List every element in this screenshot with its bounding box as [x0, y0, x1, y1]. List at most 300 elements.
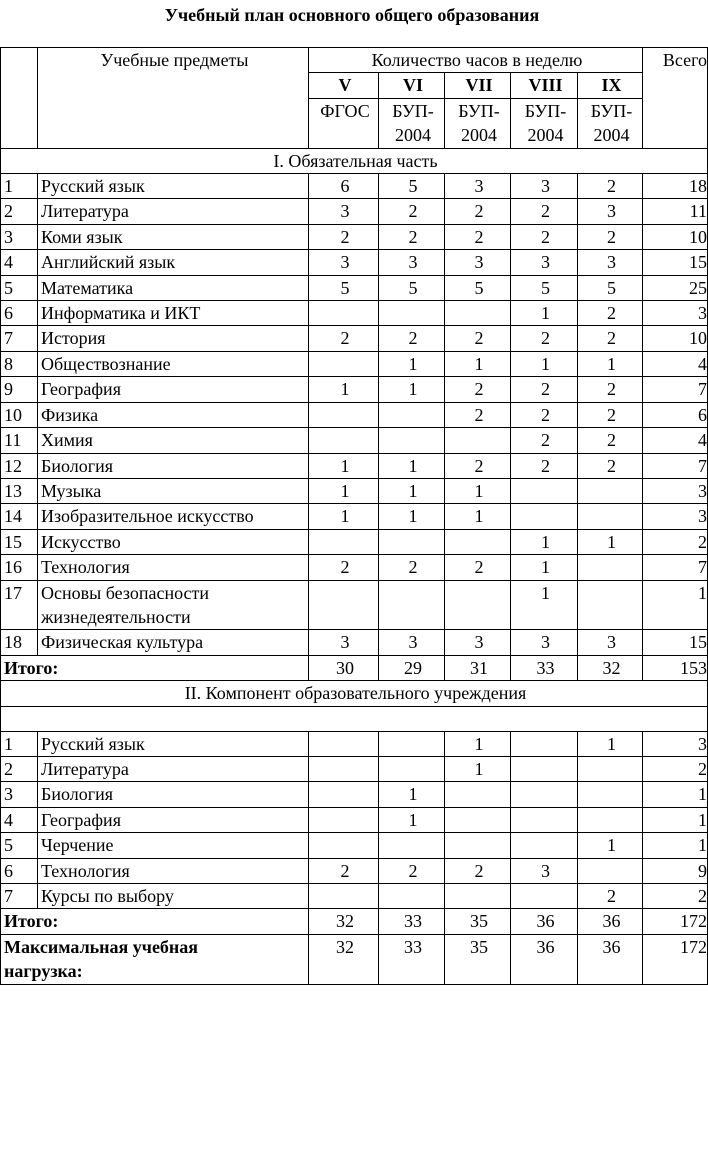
hours-cell	[379, 402, 445, 427]
hours-cell	[309, 833, 379, 858]
row-number: 11	[1, 428, 38, 453]
header-number-cell	[1, 48, 38, 149]
hours-cell: 2	[379, 199, 445, 224]
standard-header	[511, 98, 578, 148]
hours-cell: 33	[379, 909, 445, 934]
label-line: нагрузка:	[4, 961, 83, 982]
hours-cell: 1	[511, 351, 578, 376]
table-row	[1, 351, 708, 376]
hours-cell: 2	[578, 174, 643, 199]
total-cell: 1	[643, 833, 708, 858]
subject-name	[38, 782, 309, 807]
max-load-row	[1, 934, 708, 984]
hours-cell: 1	[379, 478, 445, 503]
total-cell: 10	[643, 326, 708, 351]
standard-header	[578, 98, 643, 148]
header-row	[1, 48, 708, 73]
hours-cell	[578, 580, 643, 630]
hours-cell: 2	[578, 428, 643, 453]
hours-cell	[379, 884, 445, 909]
total-cell: 1	[643, 580, 708, 630]
hours-cell: 2	[379, 326, 445, 351]
section-title	[1, 681, 708, 706]
hours-cell	[511, 807, 578, 832]
total-row	[1, 909, 708, 934]
hours-cell: 2	[511, 224, 578, 249]
subject-line: Русский язык	[41, 733, 145, 754]
subject-name	[38, 377, 309, 402]
row-number: 13	[1, 478, 38, 503]
hours-cell	[511, 756, 578, 781]
table-row	[1, 301, 708, 326]
hours-cell: 2	[578, 377, 643, 402]
hours-cell: 1	[511, 301, 578, 326]
hours-cell	[445, 884, 511, 909]
hours-cell: 2	[511, 326, 578, 351]
hours-cell	[379, 580, 445, 630]
total-cell: 3	[643, 478, 708, 503]
hours-cell: 1	[511, 529, 578, 554]
standard-line: 2004	[461, 125, 497, 146]
hours-cell: 1	[379, 351, 445, 376]
hours-cell: 3	[445, 630, 511, 655]
label-line: Максимальная учебная	[4, 936, 199, 957]
subject-name	[38, 478, 309, 503]
hours-cell: 2	[511, 453, 578, 478]
standard-line: 2004	[395, 125, 431, 146]
hours-cell: 3	[379, 250, 445, 275]
hours-cell	[578, 807, 643, 832]
section-title-cell: I. Обязательная часть	[1, 148, 708, 173]
section-spacer	[1, 706, 708, 731]
subject-line: География	[41, 379, 121, 400]
hours-cell: 3	[309, 630, 379, 655]
subject-name	[38, 884, 309, 909]
table-row	[1, 807, 708, 832]
row-number: 5	[1, 833, 38, 858]
hours-cell: 33	[511, 655, 578, 680]
hours-cell: 29	[379, 655, 445, 680]
hours-cell: 2	[578, 224, 643, 249]
subject-name	[38, 351, 309, 376]
total-cell: 9	[643, 858, 708, 883]
hours-cell: 1	[379, 807, 445, 832]
hours-cell: 2	[309, 326, 379, 351]
hours-cell: 31	[445, 655, 511, 680]
subject-line: Искусство	[41, 531, 121, 552]
total-cell: 3	[643, 504, 708, 529]
standard-header	[445, 98, 511, 148]
hours-cell	[445, 833, 511, 858]
table-row	[1, 478, 708, 503]
total-cell: 1	[643, 807, 708, 832]
subject-name	[38, 326, 309, 351]
hours-cell	[309, 884, 379, 909]
table-row	[1, 199, 708, 224]
total-cell: 4	[643, 428, 708, 453]
hours-cell: 30	[309, 655, 379, 680]
hours-cell: 2	[445, 858, 511, 883]
hours-cell: 6	[309, 174, 379, 199]
hours-cell: 3	[309, 250, 379, 275]
standard-line: 2004	[593, 125, 630, 146]
hours-cell: 35	[445, 909, 511, 934]
hours-cell: 2	[578, 453, 643, 478]
hours-cell: 1	[309, 504, 379, 529]
row-number: 7	[1, 326, 38, 351]
hours-cell	[578, 782, 643, 807]
hours-cell	[578, 858, 643, 883]
hours-cell: 3	[445, 250, 511, 275]
hours-cell: 2	[511, 428, 578, 453]
row-number: 12	[1, 453, 38, 478]
hours-cell: 2	[445, 199, 511, 224]
hours-cell: 3	[578, 199, 643, 224]
table-row	[1, 377, 708, 402]
subject-name	[38, 250, 309, 275]
table-row	[1, 453, 708, 478]
section-title	[1, 148, 708, 173]
hours-cell: 2	[578, 301, 643, 326]
row-number: 6	[1, 301, 38, 326]
standard-line: ФГОС	[320, 100, 370, 121]
table-row	[1, 580, 708, 630]
hours-cell: 3	[511, 858, 578, 883]
subject-name	[38, 504, 309, 529]
hours-cell: 33	[379, 934, 445, 984]
hours-cell: 2	[309, 224, 379, 249]
grade-header: VI	[379, 73, 445, 98]
hours-cell: 5	[379, 174, 445, 199]
hours-cell	[379, 529, 445, 554]
table-row	[1, 174, 708, 199]
hours-cell: 1	[379, 504, 445, 529]
subject-name	[38, 529, 309, 554]
hours-cell: 5	[511, 275, 578, 300]
subject-line: Физическая культура	[41, 632, 204, 653]
hours-cell	[445, 428, 511, 453]
total-cell: 10	[643, 224, 708, 249]
hours-cell: 2	[578, 884, 643, 909]
total-cell: 2	[643, 756, 708, 781]
max-load-row-label	[1, 934, 309, 984]
hours-cell	[578, 756, 643, 781]
hours-cell: 36	[578, 934, 643, 984]
subject-line: Литература	[41, 758, 129, 779]
hours-cell	[309, 402, 379, 427]
hours-cell: 1	[445, 756, 511, 781]
header-hours-per-week: Количество часов в неделю	[309, 48, 643, 73]
standard-line: БУП-	[392, 100, 434, 121]
hours-cell	[309, 351, 379, 376]
hours-cell: 3	[511, 174, 578, 199]
hours-cell	[309, 301, 379, 326]
hours-cell: 2	[379, 555, 445, 580]
total-cell: 4	[643, 351, 708, 376]
table-row	[1, 224, 708, 249]
subject-line: жизнедеятельности	[41, 606, 191, 627]
hours-cell: 2	[578, 402, 643, 427]
subject-name	[38, 555, 309, 580]
hours-cell: 2	[309, 858, 379, 883]
table-row	[1, 833, 708, 858]
row-number: 1	[1, 731, 38, 756]
hours-cell: 3	[511, 630, 578, 655]
subject-line: Химия	[41, 430, 93, 451]
subject-line: Музыка	[41, 480, 102, 501]
total-cell: 6	[643, 402, 708, 427]
row-number: 18	[1, 630, 38, 655]
hours-cell: 2	[578, 326, 643, 351]
table-row	[1, 630, 708, 655]
hours-cell: 32	[309, 934, 379, 984]
total-cell: 18	[643, 174, 708, 199]
row-number: 8	[1, 351, 38, 376]
row-number: 17	[1, 580, 38, 630]
subject-line: Информатика и ИКТ	[41, 303, 201, 324]
hours-cell: 35	[445, 934, 511, 984]
row-number: 6	[1, 858, 38, 883]
subject-name	[38, 275, 309, 300]
total-cell: 172	[643, 934, 708, 984]
table-row	[1, 402, 708, 427]
hours-cell: 2	[511, 199, 578, 224]
hours-cell	[511, 504, 578, 529]
row-number: 3	[1, 224, 38, 249]
hours-cell: 1	[379, 377, 445, 402]
total-cell: 172	[643, 909, 708, 934]
document-title: Учебный план основного общего образования	[164, 5, 540, 25]
hours-cell: 36	[578, 909, 643, 934]
hours-cell: 2	[445, 453, 511, 478]
total-cell: 7	[643, 377, 708, 402]
subject-name	[38, 807, 309, 832]
hours-cell: 1	[578, 529, 643, 554]
table-body	[1, 48, 708, 985]
hours-cell: 5	[578, 275, 643, 300]
table-row	[1, 428, 708, 453]
subject-line: Математика	[41, 277, 134, 298]
hours-cell: 1	[445, 731, 511, 756]
hours-cell: 2	[445, 224, 511, 249]
row-number: 7	[1, 884, 38, 909]
hours-cell	[379, 731, 445, 756]
total-cell: 3	[643, 731, 708, 756]
subject-name	[38, 174, 309, 199]
hours-cell	[309, 529, 379, 554]
hours-cell: 1	[511, 555, 578, 580]
standard-line: 2004	[527, 125, 564, 146]
total-cell: 11	[643, 199, 708, 224]
hours-cell: 2	[511, 402, 578, 427]
header-total: Всего	[643, 48, 708, 149]
hours-cell	[445, 807, 511, 832]
table-row	[1, 504, 708, 529]
total-cell: 153	[643, 655, 708, 680]
hours-cell	[309, 756, 379, 781]
subject-line: Курсы по выбору	[41, 886, 174, 906]
subject-line: Биология	[41, 784, 114, 805]
hours-cell: 1	[578, 731, 643, 756]
total-cell: 2	[643, 884, 708, 909]
row-number: 10	[1, 402, 38, 427]
hours-cell: 3	[445, 174, 511, 199]
hours-cell: 1	[578, 833, 643, 858]
subject-line: Изобразительное искусство	[41, 506, 254, 527]
header-subjects: Учебные предметы	[38, 48, 309, 149]
hours-cell	[309, 731, 379, 756]
hours-cell	[511, 478, 578, 503]
row-number: 4	[1, 250, 38, 275]
row-number: 5	[1, 275, 38, 300]
subject-line: Биология	[41, 455, 114, 476]
subject-line: География	[41, 809, 121, 830]
hours-cell: 2	[511, 377, 578, 402]
table-row	[1, 731, 708, 756]
hours-cell: 36	[511, 909, 578, 934]
hours-cell	[309, 428, 379, 453]
total-row-label	[1, 909, 309, 934]
hours-cell: 2	[445, 377, 511, 402]
hours-cell: 32	[578, 655, 643, 680]
hours-cell: 1	[309, 377, 379, 402]
hours-cell: 3	[578, 250, 643, 275]
grade-header: VII	[445, 73, 511, 98]
row-number: 9	[1, 377, 38, 402]
standard-line: БУП-	[524, 100, 567, 121]
table-row	[1, 250, 708, 275]
hours-cell	[511, 731, 578, 756]
grade-header: IX	[578, 73, 643, 98]
standard-header	[309, 98, 379, 148]
hours-cell: 3	[309, 199, 379, 224]
curriculum-table	[0, 47, 708, 985]
label-line: Итого:	[4, 911, 59, 932]
subject-name	[38, 428, 309, 453]
standard-line: БУП-	[590, 100, 633, 121]
hours-cell	[445, 782, 511, 807]
subject-name	[38, 224, 309, 249]
grade-header: VIII	[511, 73, 578, 98]
total-cell: 15	[643, 250, 708, 275]
hours-cell	[379, 428, 445, 453]
spacer-cell	[1, 706, 708, 731]
row-number: 15	[1, 529, 38, 554]
hours-cell: 1	[379, 782, 445, 807]
hours-cell	[379, 301, 445, 326]
total-cell: 25	[643, 275, 708, 300]
subject-line: Технология	[41, 557, 130, 578]
total-cell: 7	[643, 453, 708, 478]
table-row	[1, 884, 708, 909]
table-row	[1, 326, 708, 351]
subject-line: Английский язык	[41, 252, 176, 273]
subject-line: Физика	[41, 404, 99, 425]
hours-cell	[445, 529, 511, 554]
row-number: 16	[1, 555, 38, 580]
subject-name	[38, 731, 309, 756]
table-row	[1, 858, 708, 883]
hours-cell	[578, 504, 643, 529]
subject-line: Основы безопасности	[41, 582, 210, 603]
hours-cell: 3	[379, 630, 445, 655]
subject-name	[38, 402, 309, 427]
hours-cell	[379, 756, 445, 781]
hours-cell: 2	[309, 555, 379, 580]
hours-cell: 2	[445, 555, 511, 580]
subject-name	[38, 833, 309, 858]
total-cell: 7	[643, 555, 708, 580]
hours-cell	[578, 555, 643, 580]
row-number: 1	[1, 174, 38, 199]
standard-line: БУП-	[458, 100, 500, 121]
row-number: 3	[1, 782, 38, 807]
standard-header	[379, 98, 445, 148]
subject-line: Технология	[41, 860, 130, 881]
row-number: 2	[1, 199, 38, 224]
hours-cell: 2	[379, 224, 445, 249]
hours-cell: 1	[309, 453, 379, 478]
subject-line: Русский язык	[41, 176, 145, 197]
subject-name	[38, 453, 309, 478]
total-row	[1, 655, 708, 680]
subject-line: Коми язык	[41, 226, 123, 247]
table-row	[1, 555, 708, 580]
hours-cell: 1	[309, 478, 379, 503]
total-cell: 2	[643, 529, 708, 554]
total-cell: 3	[643, 301, 708, 326]
hours-cell	[445, 580, 511, 630]
hours-cell	[511, 884, 578, 909]
row-number: 14	[1, 504, 38, 529]
table-row	[1, 529, 708, 554]
hours-cell: 2	[445, 326, 511, 351]
hours-cell: 1	[445, 478, 511, 503]
hours-cell	[511, 782, 578, 807]
hours-cell: 5	[309, 275, 379, 300]
hours-cell	[309, 580, 379, 630]
total-cell: 15	[643, 630, 708, 655]
subject-name	[38, 630, 309, 655]
subject-name	[38, 756, 309, 781]
grade-header: V	[309, 73, 379, 98]
hours-cell: 3	[511, 250, 578, 275]
subject-name	[38, 301, 309, 326]
hours-cell	[309, 782, 379, 807]
hours-cell	[309, 807, 379, 832]
subject-line: Черчение	[41, 835, 114, 856]
row-number: 4	[1, 807, 38, 832]
subject-name	[38, 580, 309, 630]
subject-name	[38, 199, 309, 224]
subject-line: Литература	[41, 201, 129, 222]
hours-cell: 2	[445, 402, 511, 427]
subject-line: История	[41, 328, 106, 349]
hours-cell: 3	[578, 630, 643, 655]
table-row	[1, 782, 708, 807]
hours-cell	[445, 301, 511, 326]
hours-cell: 32	[309, 909, 379, 934]
total-row-label	[1, 655, 309, 680]
hours-cell	[578, 478, 643, 503]
table-row	[1, 275, 708, 300]
hours-cell: 1	[379, 453, 445, 478]
subject-name	[38, 858, 309, 883]
hours-cell	[379, 833, 445, 858]
hours-cell	[511, 833, 578, 858]
row-number: 2	[1, 756, 38, 781]
hours-cell: 1	[578, 351, 643, 376]
